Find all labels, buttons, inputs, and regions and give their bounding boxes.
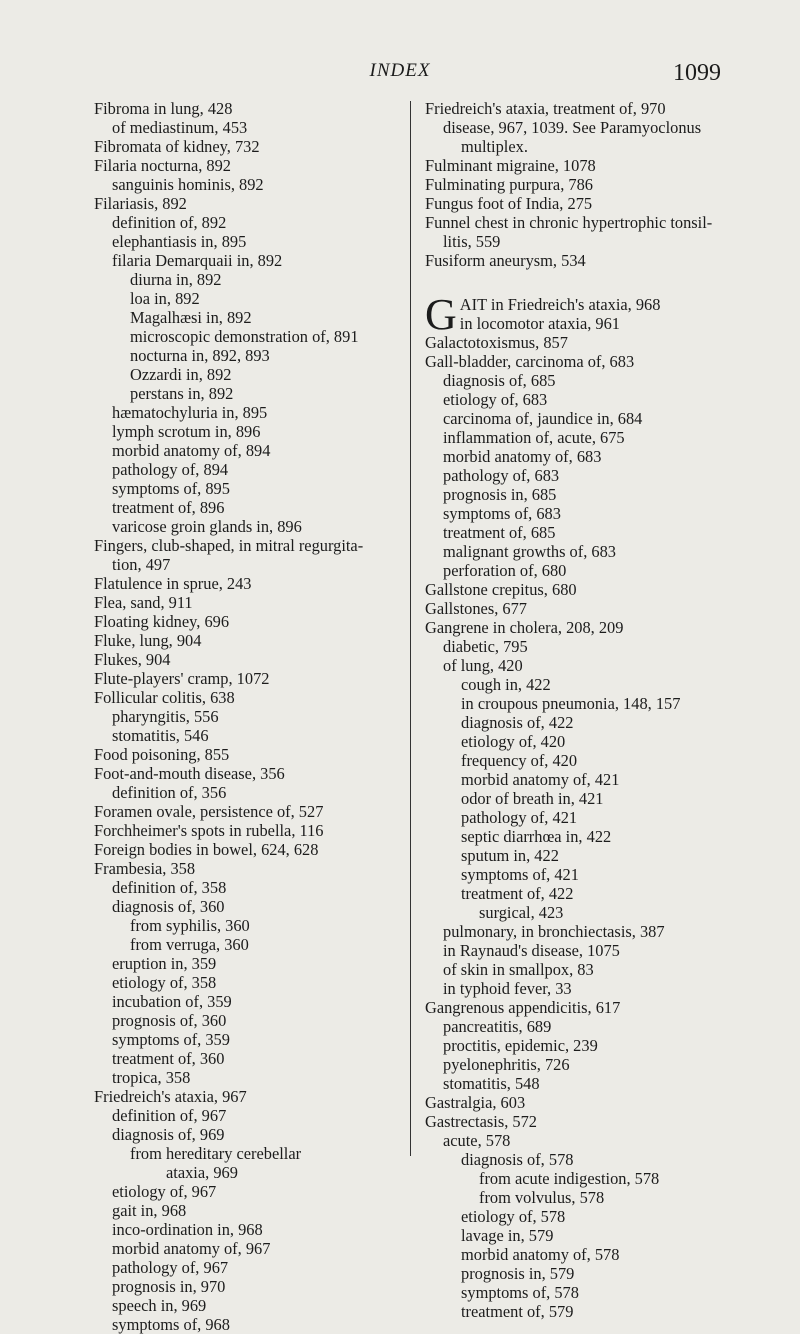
index-entry: definition of, 356 <box>112 783 227 802</box>
index-entry: Gallstone crepitus, 680 <box>425 580 577 599</box>
index-entry: symptoms of, 968 <box>112 1315 230 1334</box>
index-entry: morbid anatomy of, 894 <box>112 441 271 460</box>
index-entry: lymph scrotum in, 896 <box>112 422 261 441</box>
index-column-left <box>94 99 414 1334</box>
index-entry: multiplex. <box>461 137 528 156</box>
index-entry: Ozzardi in, 892 <box>130 365 232 384</box>
index-entry: morbid anatomy of, 421 <box>461 770 620 789</box>
index-entry: Flatulence in sprue, 243 <box>94 574 252 593</box>
index-entry: Foramen ovale, persistence of, 527 <box>94 802 324 821</box>
index-entry: in Raynaud's disease, 1075 <box>443 941 620 960</box>
index-entry: in croupous pneumonia, 148, 157 <box>461 694 681 713</box>
index-entry: etiology of, 967 <box>112 1182 217 1201</box>
index-entry: tion, 497 <box>112 555 171 574</box>
index-entry: pyelonephritis, 726 <box>443 1055 570 1074</box>
index-entry: Food poisoning, 855 <box>94 745 230 764</box>
index-entry: proctitis, epidemic, 239 <box>443 1036 598 1055</box>
index-entry: nocturna in, 892, 893 <box>130 346 270 365</box>
index-entry: treatment of, 685 <box>443 523 556 542</box>
index-entry: from hereditary cerebellar <box>130 1144 302 1163</box>
index-entry: pathology of, 421 <box>461 808 578 827</box>
index-entry: treatment of, 422 <box>461 884 574 903</box>
index-entry: eruption in, 359 <box>112 954 217 973</box>
index-entry: Magalhæsi in, 892 <box>130 308 252 327</box>
index-entry: Filariasis, 892 <box>94 194 187 213</box>
index-entry: perstans in, 892 <box>130 384 234 403</box>
running-header-title: INDEX <box>369 60 431 81</box>
index-entry: prognosis of, 360 <box>112 1011 227 1030</box>
index-entry: tropica, 358 <box>112 1068 191 1087</box>
index-entry: pathology of, 683 <box>443 466 560 485</box>
index-entry: Friedreich's ataxia, treatment of, 970 <box>425 99 666 118</box>
index-entry: acute, 578 <box>443 1131 511 1150</box>
index-entry: frequency of, 420 <box>461 751 578 770</box>
index-entry: loa in, 892 <box>130 289 200 308</box>
index-entry: prognosis in, 970 <box>112 1277 226 1296</box>
index-entry: pancreatitis, 689 <box>443 1017 552 1036</box>
index-entry: definition of, 358 <box>112 878 227 897</box>
index-entry: Filaria nocturna, 892 <box>94 156 232 175</box>
index-entry: inco-ordination in, 968 <box>112 1220 263 1239</box>
index-entry: speech in, 969 <box>112 1296 207 1315</box>
index-entry: diagnosis of, 360 <box>112 897 225 916</box>
index-entry: symptoms of, 359 <box>112 1030 230 1049</box>
index-entry: morbid anatomy of, 578 <box>461 1245 620 1264</box>
index-entry: Gangrene in cholera, 208, 209 <box>425 618 624 637</box>
index-entry: prognosis in, 685 <box>443 485 557 504</box>
index-entry: of skin in smallpox, 83 <box>443 960 594 979</box>
index-entry: symptoms of, 421 <box>461 865 579 884</box>
index-entry: malignant growths of, 683 <box>443 542 616 561</box>
index-entry: from acute indigestion, 578 <box>479 1169 660 1188</box>
index-entry: Fulminant migraine, 1078 <box>425 156 596 175</box>
index-entry: elephantiasis in, 895 <box>112 232 247 251</box>
index-entry: definition of, 967 <box>112 1106 227 1125</box>
index-entry: ataxia, 969 <box>166 1163 238 1182</box>
index-entry: diagnosis of, 969 <box>112 1125 225 1144</box>
index-entry: varicose groin glands in, 896 <box>112 517 302 536</box>
index-entry: symptoms of, 895 <box>112 479 230 498</box>
index-entry: Fluke, lung, 904 <box>94 631 202 650</box>
drop-cap-letter: G <box>425 290 457 339</box>
index-entry: diabetic, 795 <box>443 637 528 656</box>
index-entry: morbid anatomy of, 967 <box>112 1239 271 1258</box>
index-entry: filaria Demarquaii in, 892 <box>112 251 283 270</box>
index-entry: Galactotoxismus, 857 <box>425 333 568 352</box>
index-entry: Gastralgia, 603 <box>425 1093 526 1112</box>
index-entry: Forchheimer's spots in rubella, 116 <box>94 821 324 840</box>
index-entry: diurna in, 892 <box>130 270 222 289</box>
index-entry: pulmonary, in bronchiectasis, 387 <box>443 922 665 941</box>
index-entry: sanguinis hominis, 892 <box>112 175 264 194</box>
index-entry: from syphilis, 360 <box>130 916 250 935</box>
index-column-right <box>425 99 770 1321</box>
page-number: 1099 <box>673 60 721 86</box>
index-entry: symptoms of, 578 <box>461 1283 579 1302</box>
index-entry: Flute-players' cramp, 1072 <box>94 669 270 688</box>
index-entry: Floating kidney, 696 <box>94 612 230 631</box>
index-entry: treatment of, 896 <box>112 498 225 517</box>
index-entry: Follicular colitis, 638 <box>94 688 235 707</box>
index-entry: Gallstones, 677 <box>425 599 527 618</box>
index-entry: surgical, 423 <box>479 903 564 922</box>
column-divider <box>410 101 411 1156</box>
index-entry: from volvulus, 578 <box>479 1188 605 1207</box>
index-entry: treatment of, 579 <box>461 1302 574 1321</box>
index-entry: of lung, 420 <box>443 656 523 675</box>
index-entry: etiology of, 358 <box>112 973 217 992</box>
index-entry: in locomotor ataxia, 961 <box>459 314 621 333</box>
index-entry: Fibromata of kidney, 732 <box>94 137 260 156</box>
index-entry: of mediastinum, 453 <box>112 118 248 137</box>
index-entry: pathology of, 894 <box>112 460 229 479</box>
index-entry: Fulminating purpura, 786 <box>425 175 593 194</box>
index-entry: morbid anatomy of, 683 <box>443 447 602 466</box>
index-entry: definition of, 892 <box>112 213 227 232</box>
index-entry: pharyngitis, 556 <box>112 707 219 726</box>
index-entry: carcinoma of, jaundice in, 684 <box>443 409 643 428</box>
index-entry: perforation of, 680 <box>443 561 567 580</box>
index-entry: Fungus foot of India, 275 <box>425 194 593 213</box>
index-entry: incubation of, 359 <box>112 992 232 1011</box>
index-entry: diagnosis of, 422 <box>461 713 574 732</box>
index-entry: inflammation of, acute, 675 <box>443 428 625 447</box>
index-entry: odor of breath in, 421 <box>461 789 604 808</box>
index-entry: etiology of, 683 <box>443 390 548 409</box>
index-entry: Foreign bodies in bowel, 624, 628 <box>94 840 319 859</box>
index-entry: prognosis in, 579 <box>461 1264 575 1283</box>
index-entry: Gall-bladder, carcinoma of, 683 <box>425 352 635 371</box>
index-group-g <box>425 333 770 1321</box>
index-entry: Fibroma in lung, 428 <box>94 99 233 118</box>
index-entry: microscopic demonstration of, 891 <box>130 327 359 346</box>
index-group-g-heading <box>425 290 770 339</box>
index-entry: Foot-and-mouth disease, 356 <box>94 764 285 783</box>
index-entry: treatment of, 360 <box>112 1049 225 1068</box>
index-entry: etiology of, 578 <box>461 1207 566 1226</box>
index-entry: hæmatochyluria in, 895 <box>112 403 268 422</box>
index-entry: pathology of, 967 <box>112 1258 229 1277</box>
index-entry: stomatitis, 548 <box>443 1074 540 1093</box>
index-entry: Gastrectasis, 572 <box>425 1112 537 1131</box>
index-entry: symptoms of, 683 <box>443 504 561 523</box>
index-entry: diagnosis of, 578 <box>461 1150 574 1169</box>
index-entry: Gangrenous appendicitis, 617 <box>425 998 621 1017</box>
index-entry: disease, 967, 1039. See Paramyoclonus <box>443 118 702 137</box>
index-entry: diagnosis of, 685 <box>443 371 556 390</box>
index-entry: Fusiform aneurysm, 534 <box>425 251 586 270</box>
index-entry: Friedreich's ataxia, 967 <box>94 1087 247 1106</box>
index-entry: etiology of, 420 <box>461 732 566 751</box>
index-entry: in typhoid fever, 33 <box>443 979 572 998</box>
index-entry: litis, 559 <box>443 232 501 251</box>
index-entry: Frambesia, 358 <box>94 859 196 878</box>
index-entry: Fingers, club-shaped, in mitral regurgita- <box>94 536 364 555</box>
index-entry: gait in, 968 <box>112 1201 187 1220</box>
index-entry: lavage in, 579 <box>461 1226 554 1245</box>
index-entry: stomatitis, 546 <box>112 726 209 745</box>
index-group-f <box>425 99 770 270</box>
index-entry: septic diarrhœa in, 422 <box>461 827 612 846</box>
index-entry: AIT in Friedreich's ataxia, 968 <box>459 295 661 314</box>
index-entry: Flea, sand, 911 <box>94 593 193 612</box>
index-entry: Funnel chest in chronic hypertrophic tonsil- <box>425 213 713 232</box>
index-entry: sputum in, 422 <box>461 846 559 865</box>
index-entry: Flukes, 904 <box>94 650 171 669</box>
index-entry: from verruga, 360 <box>130 935 249 954</box>
index-entry: cough in, 422 <box>461 675 551 694</box>
